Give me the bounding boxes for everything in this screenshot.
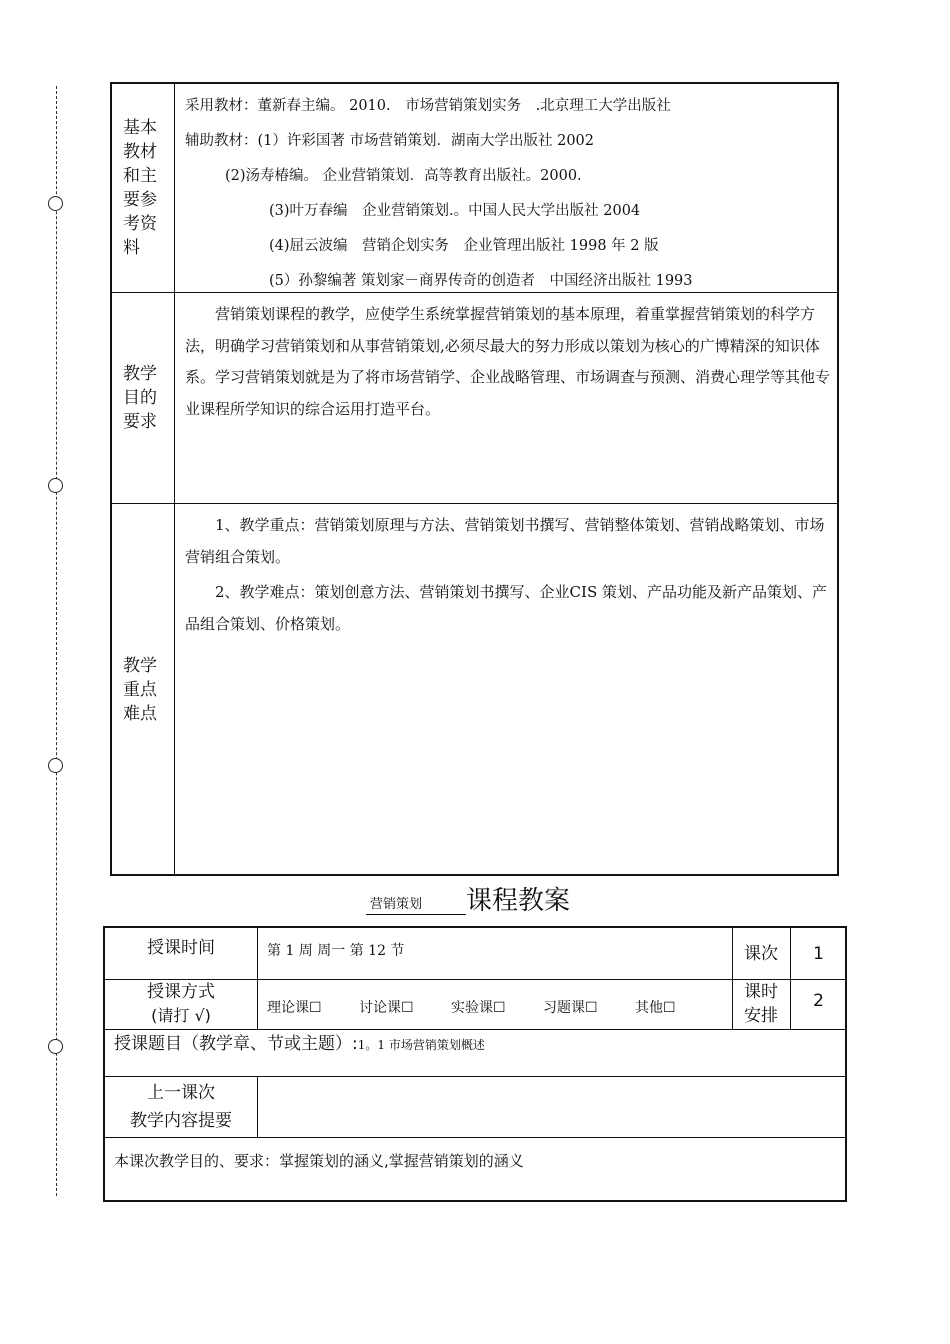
references-row [112,84,837,293]
keypoints-row [112,504,837,876]
hours-value-cell [790,979,847,1023]
binding-hole [48,196,63,211]
row-divider [105,1137,845,1138]
objectives-text: 营销策划课程的教学，应使学生系统掌握营销策划的基本原理，着重掌握营销策划的科学方法，明确学习营销策划和从事营销策划,必须尽最大的努力形成以策划为核心的广博精深的知识体系。学习营销策划就是为了将市场营销学、企业战略管理、市场调查与预测、消费心理学等其他专业课程所学知识的综合运用打造平台。 [185,305,831,418]
reference-line: (4)屈云波编 营销企划实务 企业管理出版社 1998 年 2 版 [269,238,659,254]
keypoints-label: 教学重点难点 [123,656,157,724]
topic-label: 授课题目（教学章、节或主题）: [114,1034,358,1054]
binding-dashed-line [56,86,57,1196]
reference-line: (3)叶万春编 企业营销策划.。中国人民大学出版社 2004 [269,203,641,219]
prev-label-2: 教学内容提要 [130,1110,232,1131]
objectives-row [112,293,837,504]
time-value: 第 1 周 周一 第 12 节 [267,943,405,959]
binding-hole [48,1039,63,1054]
difficult-point-text: 2、教学难点：策划创意方法、营销策划书撰写、企业CIS 策划、产品功能及新产品策划、产品组合策划、价格策划。 [185,583,827,633]
objective-row [114,1150,524,1171]
course-info-table [110,82,839,876]
hours-label-cell [732,979,790,1029]
topic-value: 1。1 市场营销策划概述 [357,1038,485,1052]
prev-label: 上一课次 [147,1082,215,1103]
topic-row [114,1032,485,1056]
course-name: 营销策划 [370,897,423,912]
time-label: 授课时间 [147,938,215,958]
keypoints-label-cell [112,504,175,876]
lesson-plan-table [103,926,847,1202]
references-content [175,84,837,292]
objective-label: 本课次教学目的、要求： [114,1152,280,1170]
keypoints-content [175,504,837,876]
course-name-underline [366,914,466,915]
hours-value: 2 [813,991,824,1011]
objectives-content [175,293,837,503]
time-label-cell [105,928,257,968]
reference-line: 采用教材：董新春主编。 2010. 市场营销策划实务 .北京理工大学出版社 [185,98,671,114]
reference-line: (5）孙黎编著 策划家－商界传奇的创造者 中国经济出版社 1993 [269,273,693,289]
reference-line: (2)汤寿椿编。 企业营销策划．高等教育出版社。2000. [225,168,582,184]
binding-hole [48,758,63,773]
objective-value: 掌握策划的涵义,掌握营销策划的涵义 [279,1152,524,1170]
binding-hole [48,478,63,493]
method-option-lab[interactable]: 实验课☐ [451,1000,506,1016]
document-title: 课程教案 [466,886,571,916]
reference-line: 辅助教材：(1）许彩国著 市场营销策划．湖南大学出版社 2002 [185,133,594,149]
session-value-cell [790,928,847,979]
references-label-cell [112,84,175,292]
hours-label-2: 安排 [744,1006,778,1026]
column-divider [257,1076,258,1137]
method-option-theory[interactable]: 理论课☐ [267,1000,322,1016]
references-label: 基本教材和主要参考资料 [123,118,157,258]
hours-label: 课时 [744,982,778,1002]
key-point-text: 1、教学重点：营销策划原理与方法、营销策划书撰写、营销整体策划、营销战略策划、市场营销组合策划。 [185,516,825,566]
method-option-other[interactable]: 其他☐ [635,1000,676,1016]
lesson-plan-header [0,880,950,920]
row-divider [105,1029,845,1030]
session-label-cell [732,928,790,979]
method-label: 授课方式 [147,982,215,1002]
method-label-hint: (请打 √) [151,1006,211,1025]
session-value: 1 [813,943,824,964]
method-label-cell [105,979,257,1029]
method-option-discussion[interactable]: 讨论课☐ [359,1000,414,1016]
objectives-label-cell [112,293,175,503]
session-label: 课次 [744,943,778,964]
objectives-label: 教学目的要求 [123,364,157,432]
method-option-exercise[interactable]: 习题课☐ [543,1000,598,1016]
column-divider [257,928,258,1029]
prev-label-cell [105,1076,257,1137]
method-options [267,997,727,1017]
